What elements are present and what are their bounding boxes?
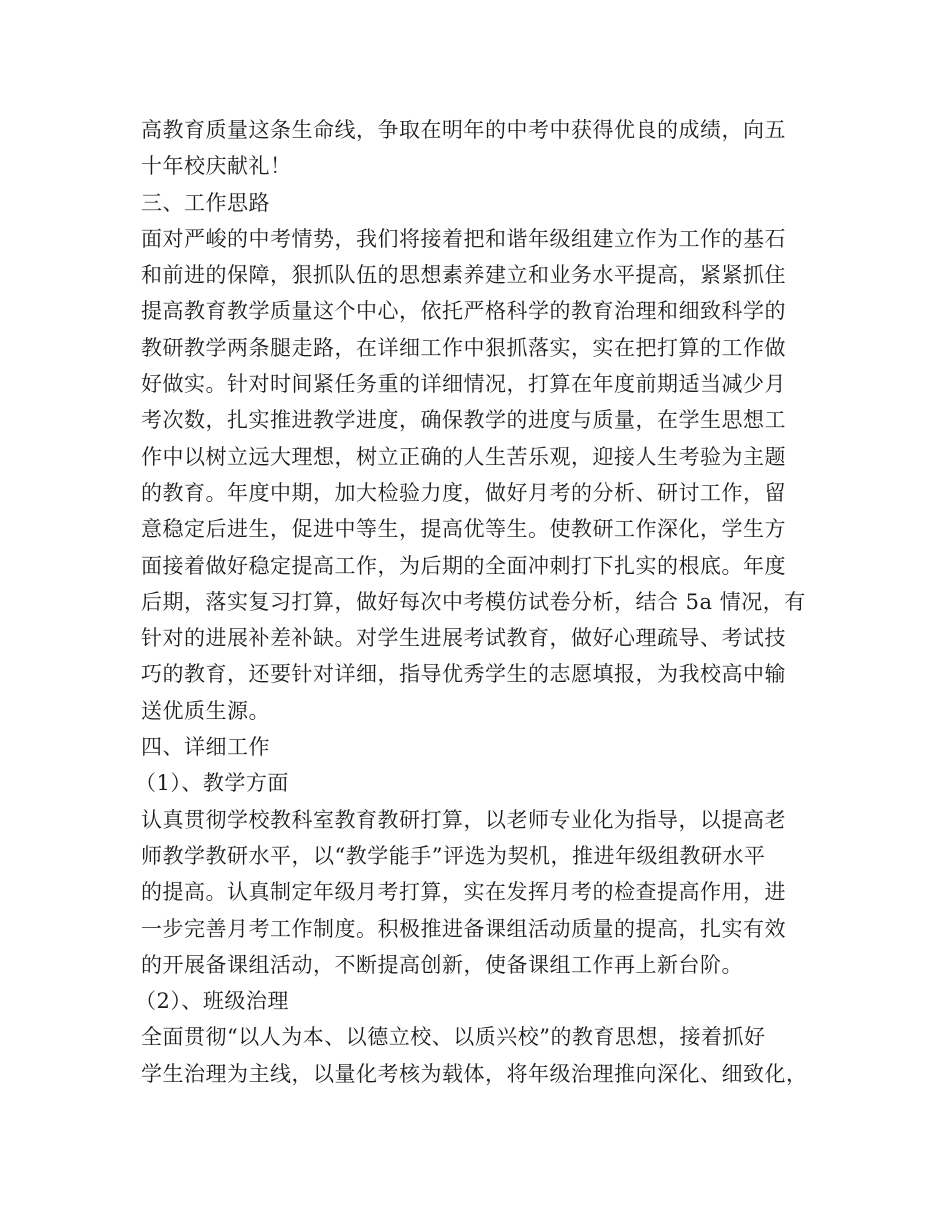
paragraph-line: 巧的教育，还要针对详细，指导优秀学生的志愿填报，为我校高中输 [141, 662, 786, 687]
paragraph-line: 的开展备课组活动，不断提高创新，使备课组工作再上新台阶。 [141, 952, 743, 977]
section-heading: 三、工作思路 [141, 190, 270, 215]
paragraph-line: 的提高。认真制定年级月考打算，实在发挥月考的检查提高作用，进 [141, 880, 786, 905]
paragraph-line: 针对的进展补差补缺。对学生进展考试教育，做好心理疏导、考试技 [141, 626, 786, 651]
paragraph-line: 送优质生源。 [141, 698, 270, 723]
paragraph-line: 意稳定后进生，促进中等生，提高优等生。使教研工作深化，学生方 [141, 517, 786, 542]
document-body [135, 112, 821, 1092]
paragraph-line: 全面贯彻“以人为本、以德立校、以质兴校”的教育思想，接着抓好 [141, 1025, 766, 1050]
paragraph-line: 十年校庆献礼！ [141, 154, 292, 179]
paragraph-line: 后期，落实复习打算，做好每次中考模仿试卷分析，结合 5a 情况，有 [141, 589, 806, 614]
paragraph-line: 学生治理为主线，以量化考核为载体，将年级治理推向深化、细致化， [141, 1061, 808, 1086]
paragraph-line: 面接着做好稳定提高工作，为后期的全面冲刺打下扎实的根底。年度 [141, 553, 786, 578]
paragraph-line: 一步完善月考工作制度。积极推进备课组活动质量的提高，扎实有效 [141, 916, 786, 941]
paragraph-line: 认真贯彻学校教科室教育教研打算，以老师专业化为指导，以提高老 [141, 807, 786, 832]
paragraph-line: 的教育。年度中期，加大检验力度，做好月考的分析、研讨工作，留 [141, 480, 786, 505]
paragraph-line: 提高教育教学质量这个中心，依托严格科学的教育治理和细致科学的 [141, 299, 786, 324]
paragraph-line: 考次数，扎实推进教学进度，确保教学的进度与质量，在学生思想工 [141, 408, 786, 433]
paragraph-line: 高教育质量这条生命线，争取在明年的中考中获得优良的成绩，向五 [141, 118, 786, 142]
subsection-heading: （2）、班级治理 [135, 989, 289, 1014]
section-heading: 四、详细工作 [141, 735, 270, 760]
paragraph-line: 作中以树立远大理想，树立正确的人生苦乐观，迎接人生考验为主题 [141, 444, 786, 469]
paragraph-line: 好做实。针对时间紧任务重的详细情况，打算在年度前期适当减少月 [141, 372, 786, 397]
paragraph-line: 教研教学两条腿走路，在详细工作中狠抓落实，实在把打算的工作做 [141, 335, 786, 360]
paragraph-line: 面对严峻的中考情势，我们将接着把和谐年级组建立作为工作的基石 [141, 226, 786, 251]
subsection-heading: （1）、教学方面 [135, 771, 289, 796]
paragraph-line: 师教学教研水平，以“教学能手”评选为契机，推进年级组教研水平 [141, 843, 766, 868]
paragraph-line: 和前进的保障，狠抓队伍的思想素养建立和业务水平提高，紧紧抓住 [141, 263, 786, 288]
